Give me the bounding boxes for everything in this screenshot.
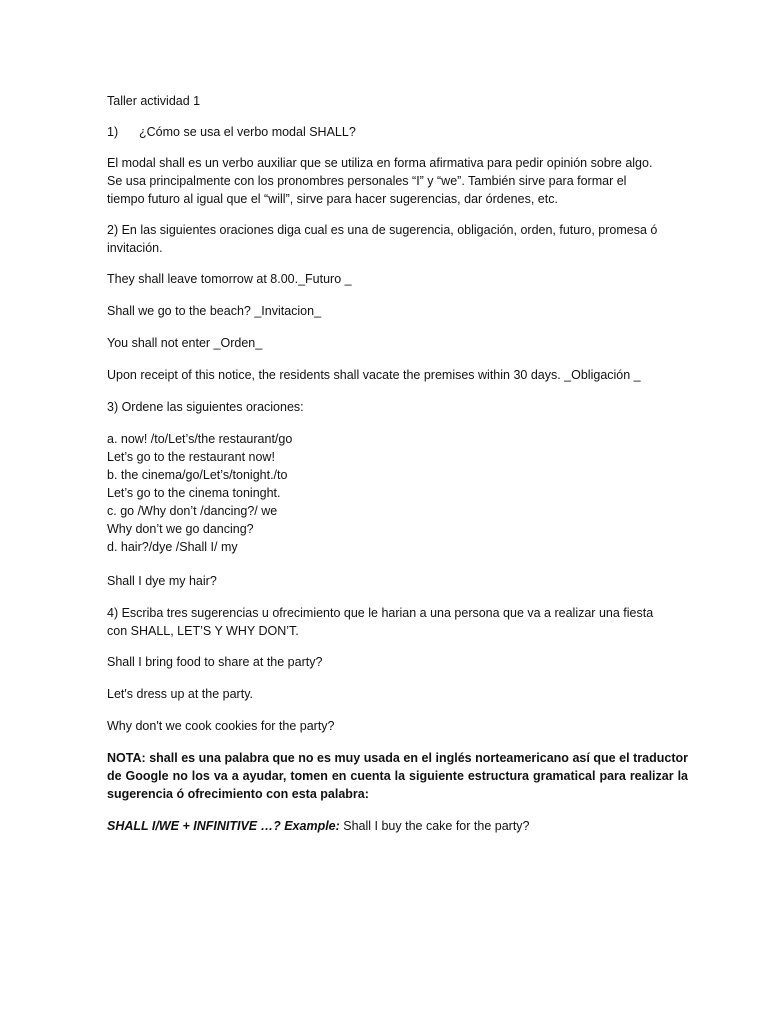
answer-line: El modal shall es un verbo auxiliar que se utiliza en forma afirmativa para pedir opinión sobre algo.: [107, 156, 653, 170]
question-2-sentence: They shall leave tomorrow at 8.00._Futuro _: [107, 272, 352, 286]
question-3-answer-d: Shall I dye my hair?: [107, 574, 217, 588]
question-4-line: 4) Escriba tres sugerencias u ofrecimiento que le harian a una persona que va a realizar una fiesta: [107, 606, 654, 620]
question-2: [107, 221, 688, 257]
question-4-answer: Shall I bring food to share at the party?: [107, 655, 323, 669]
example-text: Shall I buy the cake for the party?: [339, 819, 530, 833]
nota-text: shall es una palabra que no es muy usada en el inglés norteamericano así que el traductor de Google no los va a ayudar, tomen en cuenta la siguiente estructura gramatical para realizar la sugerencia ó ofrecimiento con esta palabra:: [107, 751, 688, 801]
list-item: Let’s go to the restaurant now!: [107, 450, 275, 464]
question-1: [107, 123, 688, 141]
list-item: a. now! /to/Let’s/the restaurant/go: [107, 432, 293, 446]
nota-paragraph: [107, 749, 688, 803]
question-2-line: invitación.: [107, 241, 163, 255]
nota-label: NOTA:: [107, 751, 146, 765]
list-item: Let’s go to the cinema toninght.: [107, 486, 281, 500]
list-item: Why don’t we go dancing?: [107, 522, 254, 536]
question-1-number: 1): [107, 125, 119, 139]
answer-line: Se usa principalmente con los pronombres personales “I” y “we”. También sirve para formar el: [107, 174, 627, 188]
question-2-sentence: Upon receipt of this notice, the residents shall vacate the premises within 30 days. _Obligación _: [107, 368, 641, 382]
question-1-text: ¿Cómo se usa el verbo modal SHALL?: [139, 125, 356, 139]
question-4-line: con SHALL, LET’S Y WHY DON’T.: [107, 624, 299, 638]
doc-title: Taller actividad 1: [107, 94, 201, 108]
question-2-sentence: You shall not enter _Orden_: [107, 336, 263, 350]
question-2-line: 2) En las siguientes oraciones diga cual es una de sugerencia, obligación, orden, futuro, promesa ó: [107, 223, 658, 237]
question-3-title: 3) Ordene las siguientes oraciones:: [107, 400, 304, 414]
example-line: [107, 817, 688, 835]
question-2-sentence: Shall we go to the beach? _Invitacion_: [107, 304, 322, 318]
answer-line: tiempo futuro al igual que el “will”, sirve para hacer sugerencias, dar órdenes, etc.: [107, 192, 558, 206]
question-4: [107, 604, 688, 640]
question-3-list: [107, 430, 688, 556]
question-4-answer: Why don't we cook cookies for the party?: [107, 719, 335, 733]
list-item: c. go /Why don’t /dancing?/ we: [107, 504, 278, 518]
question-1-answer: [107, 154, 688, 208]
example-rule: SHALL I/WE + INFINITIVE …? Example:: [107, 819, 340, 833]
question-4-answer: Let's dress up at the party.: [107, 687, 253, 701]
list-item: d. hair?/dye /Shall I/ my: [107, 540, 238, 554]
list-item: b. the cinema/go/Let’s/tonight./to: [107, 468, 288, 482]
